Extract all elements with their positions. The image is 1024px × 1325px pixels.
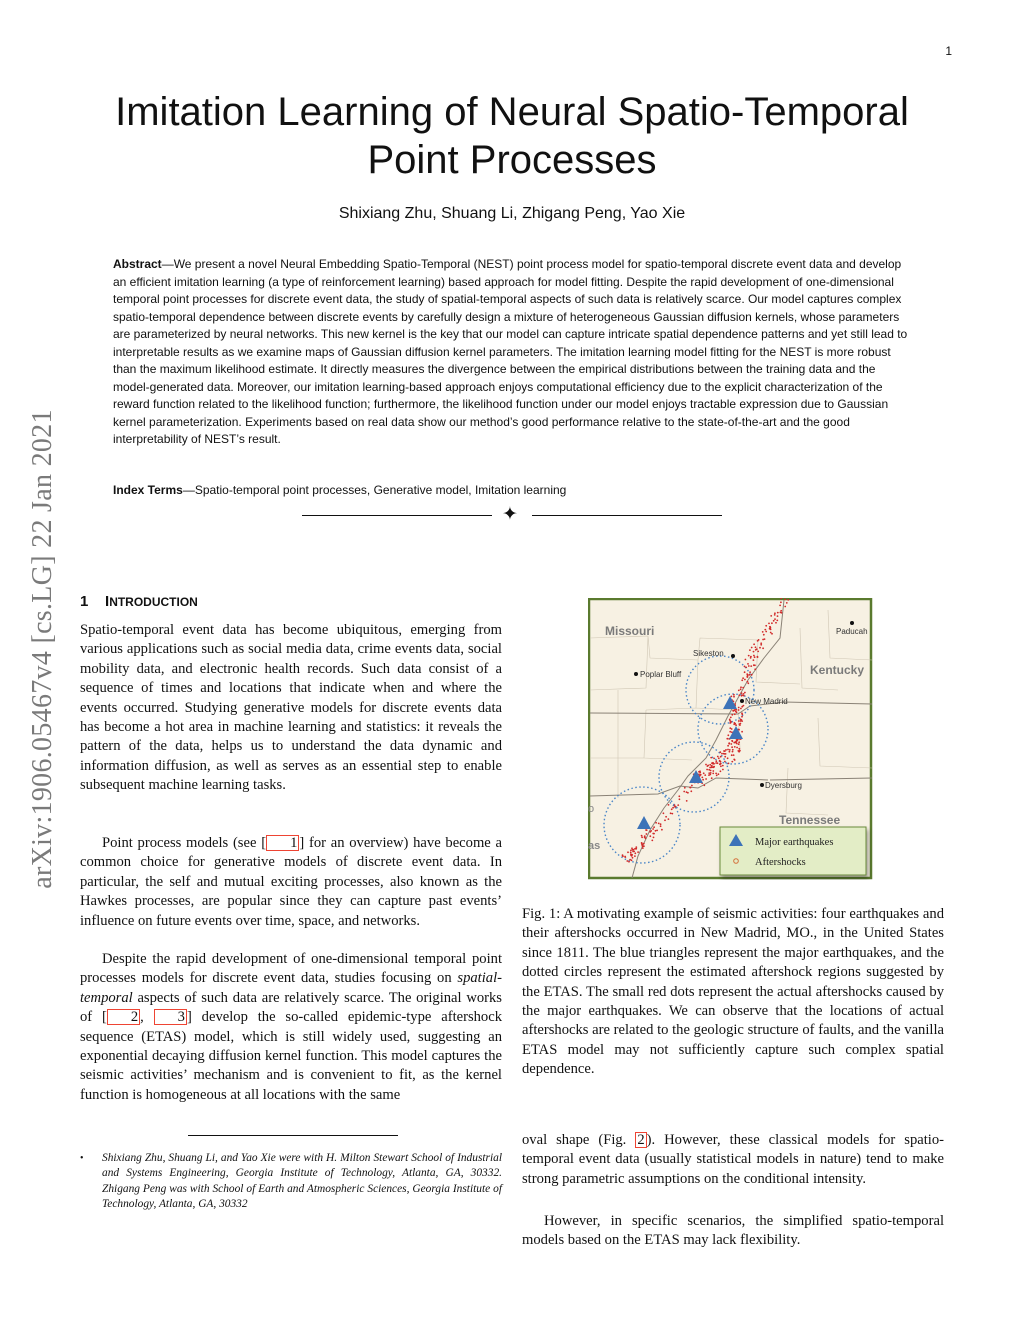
aftershock-dot xyxy=(762,647,764,649)
aftershock-dot xyxy=(753,655,755,657)
aftershock-dot xyxy=(718,757,720,759)
aftershock-dot xyxy=(741,695,743,697)
aftershock-dot xyxy=(728,742,730,744)
aftershock-dot xyxy=(738,709,740,711)
aftershock-dot xyxy=(630,850,632,852)
aftershock-dot xyxy=(739,748,741,750)
aftershock-dot xyxy=(731,754,733,756)
aftershock-dot xyxy=(653,837,655,839)
aftershock-dot xyxy=(674,806,676,808)
aftershock-dot xyxy=(727,745,729,747)
aftershock-dot xyxy=(683,791,685,793)
city-dot-dyersburg xyxy=(760,783,764,787)
aftershock-dot xyxy=(753,651,755,653)
aftershock-dot xyxy=(711,777,713,779)
aftershock-dot xyxy=(762,639,764,641)
index-terms-text: —Spatio-temporal point processes, Generative model, Imitation learning xyxy=(182,483,567,497)
aftershock-dot xyxy=(725,753,727,755)
aftershock-dot xyxy=(716,775,718,777)
figure-link-2[interactable]: 2 xyxy=(637,1132,645,1148)
section-heading xyxy=(80,593,198,610)
aftershock-dot xyxy=(748,665,750,667)
aftershock-dot xyxy=(703,784,705,786)
aftershock-dot xyxy=(718,773,720,775)
aftershock-dot xyxy=(755,649,757,651)
aftershock-dot xyxy=(747,663,749,665)
section-initial: I xyxy=(105,593,110,610)
city-dot-poplar-bluff xyxy=(634,672,638,676)
aftershock-dot xyxy=(740,720,742,722)
label-missouri: Missouri xyxy=(605,624,655,638)
aftershock-dot xyxy=(742,677,744,679)
aftershock-dot xyxy=(744,692,746,694)
aftershock-dot xyxy=(743,693,745,695)
aftershock-dot xyxy=(732,749,734,751)
aftershock-dot xyxy=(757,651,759,653)
aftershock-dot xyxy=(730,743,732,745)
aftershock-dot xyxy=(741,720,743,722)
aftershock-dot xyxy=(747,682,749,684)
aftershock-dot xyxy=(660,823,662,825)
aftershock-dot xyxy=(759,647,761,649)
aftershock-dot xyxy=(781,612,783,614)
aftershock-dot xyxy=(749,671,751,673)
aftershock-dot xyxy=(751,674,753,676)
aftershock-dot xyxy=(740,708,742,710)
aftershock-dot xyxy=(655,830,657,832)
intro-p3-sep: , xyxy=(140,1009,154,1026)
aftershock-dot xyxy=(628,861,630,863)
arxiv-identifier: arXiv:1906.05467v4 [cs.LG] 22 Jan 2021 xyxy=(27,409,58,889)
aftershock-dot xyxy=(677,804,679,806)
intro-p2-start: Point process models (see xyxy=(102,835,262,851)
map-legend xyxy=(720,827,866,875)
aftershock-dot xyxy=(720,761,722,763)
aftershock-dot xyxy=(660,825,662,827)
aftershock-dot xyxy=(690,790,692,792)
aftershock-dot xyxy=(663,812,665,814)
aftershock-dot xyxy=(719,751,721,753)
aftershock-dot xyxy=(729,751,731,753)
aftershock-dot xyxy=(784,599,786,601)
aftershock-dot xyxy=(732,751,734,753)
aftershock-dot xyxy=(652,828,654,830)
aftershock-dot xyxy=(713,766,715,768)
aftershock-dot xyxy=(715,773,717,775)
aftershock-dot xyxy=(715,760,717,762)
aftershock-dot xyxy=(736,747,738,749)
aftershock-dot xyxy=(774,612,776,614)
aftershock-dot xyxy=(687,792,689,794)
aftershock-dot xyxy=(702,779,704,781)
aftershock-dot xyxy=(684,787,686,789)
aftershock-dot xyxy=(786,602,788,604)
aftershock-dot xyxy=(653,826,655,828)
aftershock-dot xyxy=(633,849,635,851)
aftershock-dot xyxy=(671,808,673,810)
aftershock-dot xyxy=(707,765,709,767)
aftershock-dot xyxy=(703,772,705,774)
aftershock-dot xyxy=(658,823,660,825)
footnote-text: Shixiang Zhu, Shuang Li, and Yao Xie were with H. Milton Stewart School of Industrial and Systems Engineering, Georgia Institute of Technology, Atlanta, GA, 30332. Zhigang Peng was with School of Earth and Atmospheric Sciences, Georgia Institute of Technology, Atlanta, GA, 30332 xyxy=(102,1152,502,1211)
aftershock-dot xyxy=(738,720,740,722)
aftershock-dot xyxy=(744,666,746,668)
aftershock-dot xyxy=(744,679,746,681)
aftershock-dot xyxy=(731,696,733,698)
aftershock-dot xyxy=(770,615,772,617)
right-paragraph-1 xyxy=(522,1131,944,1189)
aftershock-dot xyxy=(742,687,744,689)
page-number: 1 xyxy=(945,44,952,58)
index-terms-label: Index Terms xyxy=(113,483,183,497)
aftershock-dot xyxy=(649,835,651,837)
aftershock-dot xyxy=(741,731,743,733)
aftershock-dot xyxy=(729,727,731,729)
aftershock-dot xyxy=(741,714,743,716)
aftershock-dot xyxy=(780,601,782,603)
section-title-rest: NTRODUCTION xyxy=(109,595,198,609)
aftershock-dot xyxy=(665,816,667,818)
aftershock-dot xyxy=(727,757,729,759)
aftershock-dot xyxy=(787,599,789,601)
aftershock-dot xyxy=(715,762,717,764)
aftershock-dot xyxy=(699,772,701,774)
aftershock-dot xyxy=(757,656,759,658)
aftershock-dot xyxy=(719,763,721,765)
aftershock-dot xyxy=(728,763,730,765)
aftershock-dot xyxy=(749,674,751,676)
aftershock-dot xyxy=(734,723,736,725)
aftershock-dot xyxy=(652,833,654,835)
aftershock-dot xyxy=(739,750,741,752)
label-edge-o: o xyxy=(588,803,595,815)
label-poplar-bluff: Poplar Bluff xyxy=(640,670,682,679)
aftershock-dot xyxy=(644,835,646,837)
aftershock-dot xyxy=(774,614,776,616)
aftershock-dot xyxy=(745,667,747,669)
aftershock-dot xyxy=(671,813,673,815)
aftershock-dot xyxy=(740,686,742,688)
aftershock-dot xyxy=(765,631,767,633)
aftershock-dot xyxy=(753,643,755,645)
aftershock-dot xyxy=(769,626,771,628)
aftershock-dot xyxy=(738,690,740,692)
aftershock-dot xyxy=(779,605,781,607)
footnote-bullet: • xyxy=(80,1153,84,1164)
author-list: Shixiang Zhu, Shuang Li, Zhigang Peng, Yao Xie xyxy=(338,205,686,222)
aftershock-dot xyxy=(741,706,743,708)
aftershock-dot xyxy=(711,762,713,764)
aftershock-dot xyxy=(724,756,726,758)
aftershock-dot xyxy=(706,769,708,771)
aftershock-dot xyxy=(738,694,740,696)
aftershock-dot xyxy=(738,729,740,731)
aftershock-dot xyxy=(765,625,767,627)
label-dyersburg: Dyersburg xyxy=(765,781,802,790)
aftershock-dot xyxy=(632,857,634,859)
aftershock-dot xyxy=(754,656,756,658)
aftershock-dot xyxy=(775,622,777,624)
aftershock-dot xyxy=(624,856,626,858)
divider-star-icon: ✦ xyxy=(502,504,518,525)
abstract-label: Abstract xyxy=(113,257,162,271)
aftershock-dot xyxy=(735,724,737,726)
aftershock-dot xyxy=(784,606,786,608)
seismic-map-figure xyxy=(588,598,874,882)
aftershock-dot xyxy=(710,757,712,759)
aftershock-dot xyxy=(733,696,735,698)
aftershock-dot xyxy=(762,631,764,633)
intro-paragraph-1: Spatio-temporal event data has become ubiquitous, emerging from various applications such as social media data, crime events data, social mobility data, and electronic health records. Such data consist of a sequence of times and locations that indicate when and where the events occurred. Studying generative models for discrete events data has become a hot area in machine learning and statistics: it reveals the pattern of the data, helps us to understand the data dynamic and information diffusion, as well as serves as an essential step to enable subsequent machine learning tasks. xyxy=(80,622,502,794)
divider-line-left xyxy=(302,515,492,516)
footnote-rule xyxy=(188,1135,398,1136)
aftershock-dot xyxy=(749,649,751,651)
aftershock-dot xyxy=(690,787,692,789)
right-p1-end: ). However, these classical models for spatio-temporal event data (usually statistical models in nature) tend to make strong parametric assumptions on the conditional intensity. xyxy=(522,1132,944,1187)
aftershock-dot xyxy=(777,612,779,614)
label-edge-as: as xyxy=(588,840,601,852)
aftershock-dot xyxy=(670,812,672,814)
aftershock-dot xyxy=(745,659,747,661)
aftershock-dot xyxy=(709,764,711,766)
aftershock-dot xyxy=(722,769,724,771)
intro-p3-emphasis: spatial-temporal xyxy=(80,970,502,1006)
aftershock-dot xyxy=(634,855,636,857)
aftershock-dot xyxy=(750,656,752,658)
aftershock-dot xyxy=(674,804,676,806)
aftershock-dot xyxy=(645,829,647,831)
aftershock-dot xyxy=(747,674,749,676)
aftershock-dot xyxy=(764,629,766,631)
aftershock-dot xyxy=(720,765,722,767)
aftershock-dot xyxy=(724,761,726,763)
city-dot-new-madrid xyxy=(740,699,744,703)
aftershock-dot xyxy=(661,829,663,831)
legend-major-label: Major earthquakes xyxy=(755,837,834,848)
aftershock-dot xyxy=(768,623,770,625)
aftershock-dot xyxy=(750,665,752,667)
aftershock-dot xyxy=(771,633,773,635)
divider-line-right xyxy=(532,515,722,516)
intro-paragraph-3 xyxy=(80,950,502,1105)
aftershock-dot xyxy=(708,769,710,771)
aftershock-dot xyxy=(753,659,755,661)
aftershock-dot xyxy=(656,830,658,832)
aftershock-dot xyxy=(626,860,628,862)
aftershock-dot xyxy=(713,763,715,765)
citation-link-1[interactable]: 1 xyxy=(266,835,299,851)
aftershock-dot xyxy=(705,764,707,766)
aftershock-dot xyxy=(633,851,635,853)
right-p1-start: oval shape (Fig. xyxy=(522,1132,636,1148)
figure-caption: Fig. 1: A motivating example of seismic activities: four earthquakes and their aftershocks occurred in New Madrid, MO., in the United States since 1811. The blue triangles represent the major earthquakes, and the dotted circles represent the estimated aftershock regions suggested by the ETAS. The small red dots represent the actual aftershocks caused by the major earthquakes. We can observe that the locations of actual aftershocks are related to the geologic structure of faults, and the vanilla ETAS model may not sufficiently capture such complex spatial dependence. xyxy=(522,906,944,1078)
aftershock-dot xyxy=(734,713,736,715)
aftershock-dot xyxy=(691,785,693,787)
aftershock-dot xyxy=(668,818,670,820)
aftershock-dot xyxy=(630,852,632,854)
aftershock-dot xyxy=(754,668,756,670)
label-kentucky: Kentucky xyxy=(810,663,865,677)
label-sikeston: Sikeston xyxy=(693,649,724,658)
aftershock-dot xyxy=(678,795,680,797)
aftershock-dot xyxy=(622,855,624,857)
aftershock-dot xyxy=(643,845,645,847)
aftershock-dot xyxy=(723,750,725,752)
aftershock-dot xyxy=(733,759,735,761)
aftershock-dot xyxy=(771,622,773,624)
label-tennessee: Tennessee xyxy=(779,813,841,827)
aftershock-dot xyxy=(734,746,736,748)
aftershock-dot xyxy=(777,615,779,617)
aftershock-dot xyxy=(773,620,775,622)
aftershock-dot xyxy=(751,647,753,649)
intro-p3-start: Despite the rapid development of one-dimensional temporal point processes models for discrete event data, studies focusing on xyxy=(80,951,502,987)
author-affiliation-footnote xyxy=(80,1151,502,1213)
aftershock-dot xyxy=(630,855,632,857)
intro-p2-end: for an overview) have become a common choice for generative models of discrete event data. In particular, the self and mutual exciting processes, also known as the Hawkes processes, are popular since they can capture past events’ influence on future events over time, space, and networks. xyxy=(80,835,502,929)
aftershock-dot xyxy=(729,749,731,751)
aftershock-dot xyxy=(672,807,674,809)
aftershock-dot xyxy=(744,671,746,673)
aftershock-dot xyxy=(731,714,733,716)
aftershock-dot xyxy=(721,753,723,755)
aftershock-dot xyxy=(740,719,742,721)
citation-link-2[interactable]: 2 xyxy=(107,1009,140,1025)
aftershock-dot xyxy=(754,664,756,666)
aftershock-dot xyxy=(741,692,743,694)
aftershock-dot xyxy=(649,831,651,833)
aftershock-dot xyxy=(736,739,738,741)
aftershock-dot xyxy=(642,847,644,849)
aftershock-dot xyxy=(776,620,778,622)
aftershock-dot xyxy=(701,777,703,779)
aftershock-dot xyxy=(709,774,711,776)
intro-p3-mid: aspects of such data are relatively scarce. The original works of [ xyxy=(80,989,502,1026)
aftershock-dot xyxy=(725,749,727,751)
aftershock-dot xyxy=(722,765,724,767)
aftershock-dot xyxy=(635,848,637,850)
aftershock-dot xyxy=(760,642,762,644)
aftershock-dot xyxy=(780,610,782,612)
aftershock-dot xyxy=(770,632,772,634)
abstract-text: —We present a novel Neural Embedding Spatio-Temporal (NEST) point process model for spatio-temporal discrete event data and develop an efficient imitation learning (a type of reinforcement learning) based approach for model fitting. Despite the rapid development of one-dimensional temporal point processes for discrete event data, the study of spatial-temporal aspects of such data is relatively scarce. Our model captures complex spatio-temporal dependence between discrete events by carefully design a mixture of heterogeneous Gaussian diffusion kernels, whose parameters are parameterized by neural networks. This new kernel is the key that our model can capture intricate spatial dependence patterns and yet still lead to interpretable results as we examine maps of Gaussian diffusion kernel parameters. The imitation learning model fitting for the NEST is more robust than the maximum likelihood estimate. It directly measures the divergence between the empirical distributions between the training data and the model-generated data. Moreover, our imitation learning-based approach enjoys computational efficiency due to the explicit characterization of the reward function related to the likelihood function; furthermore, the likelihood function under our model enjoys tractable expression due to Gaussian kernel parameterization. Experiments based on real data show our method’s good performance relative to the state-of-the-art and the good interpretability of NEST’s result. xyxy=(113,257,908,446)
aftershock-dot xyxy=(712,770,714,772)
aftershock-dot xyxy=(704,774,706,776)
aftershock-dot xyxy=(748,655,750,657)
intro-p3-end: ] develop the so-called epidemic-type aftershock sequence (ETAS) model, which is still widely used, suggesting an exponential decaying diffusion kernel function. This model captures the seismic activities’ mechanism and is convenient to fit, as the kernel function is homogeneous at all locations with the same xyxy=(80,1009,503,1103)
aftershock-dot xyxy=(747,681,749,683)
aftershock-dot xyxy=(739,723,741,725)
aftershock-dot xyxy=(730,717,732,719)
aftershock-dot xyxy=(635,846,637,848)
label-paducah: Paducah xyxy=(836,627,868,636)
aftershock-dot xyxy=(713,758,715,760)
aftershock-dot xyxy=(726,738,728,740)
index-terms xyxy=(113,483,911,497)
aftershock-dot xyxy=(631,859,633,861)
aftershock-dot xyxy=(651,840,653,842)
aftershock-dot xyxy=(738,743,740,745)
aftershock-dot xyxy=(730,721,732,723)
aftershock-dot xyxy=(720,770,722,772)
aftershock-dot xyxy=(741,679,743,681)
aftershock-dot xyxy=(642,844,644,846)
aftershock-dot xyxy=(686,800,688,802)
paper-title: Imitation Learning of Neural Spatio-Temporal Point Processes xyxy=(115,90,909,182)
aftershock-dot xyxy=(705,778,707,780)
city-dot-sikeston xyxy=(731,654,735,658)
aftershock-dot xyxy=(634,852,636,854)
aftershock-dot xyxy=(731,746,733,748)
aftershock-dot xyxy=(732,740,734,742)
aftershock-dot xyxy=(712,773,714,775)
legend-aftershock-label: Aftershocks xyxy=(755,857,806,868)
label-new-madrid: New Madrid xyxy=(745,697,788,706)
aftershock-dot xyxy=(668,804,670,806)
aftershock-dot xyxy=(655,822,657,824)
intro-paragraph-2: Point process models (see [ 1 ] for an overview) have become a common choice for generative models of discrete event data. In particular, the self and mutual exciting processes, also known as the Hawkes processes, are popular since they can capture past events’ influence on future events over time, space, and networks. xyxy=(80,835,502,929)
section-divider xyxy=(300,506,724,526)
aftershock-dot xyxy=(731,761,733,763)
aftershock-dot xyxy=(710,772,712,774)
city-dot-paducah xyxy=(850,621,854,625)
aftershock-dot xyxy=(727,749,729,751)
aftershock-dot xyxy=(738,707,740,709)
aftershock-dot xyxy=(763,634,765,636)
abstract xyxy=(113,256,911,449)
aftershock-dot xyxy=(627,851,629,853)
aftershock-dot xyxy=(735,711,737,713)
aftershock-dot xyxy=(720,756,722,758)
aftershock-dot xyxy=(646,833,648,835)
aftershock-dot xyxy=(631,847,633,849)
aftershock-dot xyxy=(755,646,757,648)
aftershock-dot xyxy=(738,741,740,743)
aftershock-dot xyxy=(729,731,731,733)
citation-link-3[interactable]: 3 xyxy=(154,1009,187,1025)
aftershock-dot xyxy=(757,640,759,642)
aftershock-dot xyxy=(741,716,743,718)
right-paragraph-2: However, in specific scenarios, the simplified spatio-temporal models based on the ETAS may lack flexibility. xyxy=(522,1213,944,1249)
aftershock-dot xyxy=(637,851,639,853)
aftershock-dot xyxy=(710,767,712,769)
aftershock-dot xyxy=(679,798,681,800)
section-number: 1 xyxy=(80,593,89,610)
aftershock-dot xyxy=(774,618,776,620)
aftershock-dot xyxy=(734,741,736,743)
aftershock-dot xyxy=(717,756,719,758)
aftershock-dot xyxy=(727,734,729,736)
aftershock-dot xyxy=(641,835,643,837)
aftershock-dot xyxy=(733,754,735,756)
aftershock-dot xyxy=(641,836,643,838)
aftershock-dot xyxy=(740,688,742,690)
aftershock-dot xyxy=(645,837,647,839)
aftershock-dot xyxy=(733,694,735,696)
aftershock-dot xyxy=(664,819,666,821)
